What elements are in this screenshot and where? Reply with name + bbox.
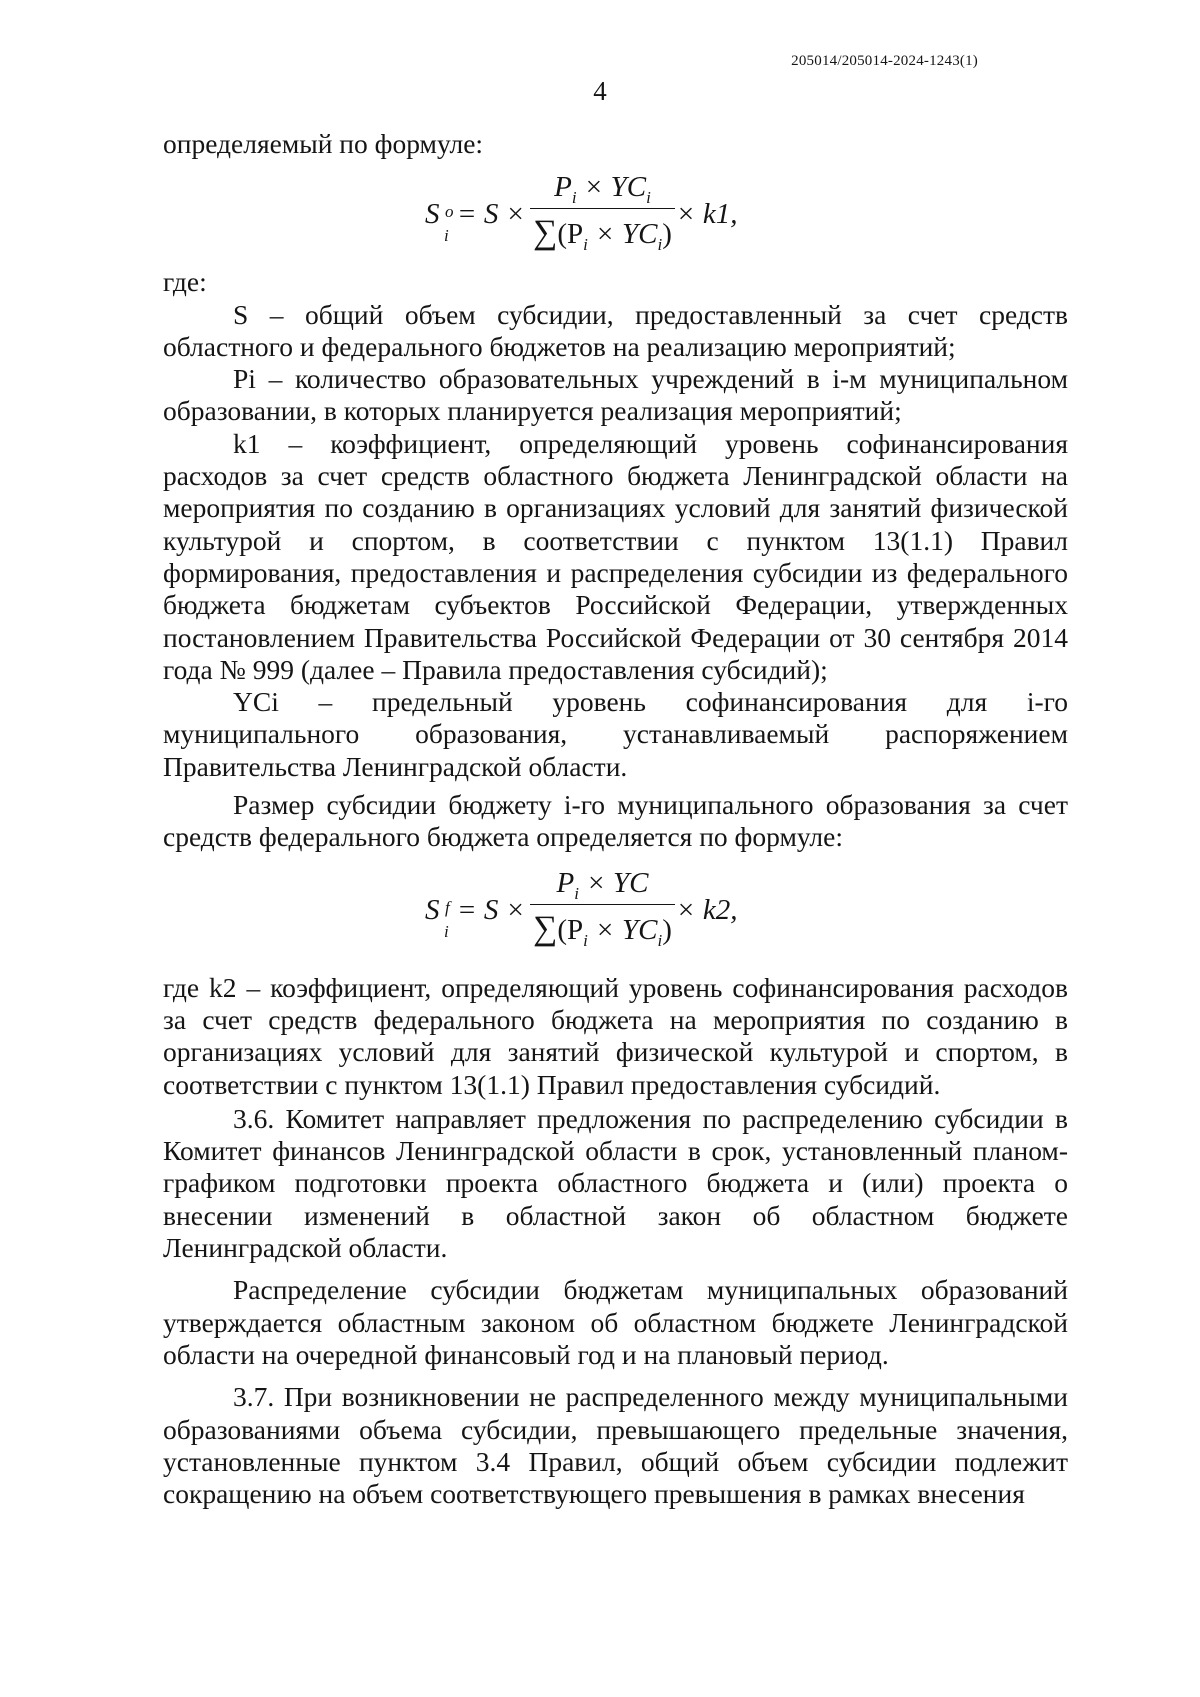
formula-lhs: S xyxy=(425,198,440,231)
formula-eq: = S × xyxy=(457,893,526,926)
formula-lhs-sup: f xyxy=(445,897,450,917)
document-body xyxy=(163,128,1068,1510)
document-id: 205014/205014-2024-1243(1) xyxy=(791,53,978,69)
formula-eq: = S × xyxy=(457,198,526,231)
fraction-bar xyxy=(530,208,675,209)
paragraph: k1 – коэффициент, определяющий уровень софинансирования расходов за счет средств областного бюджета Ленинградской области на мероприятия по созданию в организациях условий для занятий физической культурой и спортом, в соответствии с пунктом 13(1.1) Правил формирования, предоставления и распределения субсидии из федерального бюджета бюджетам субъектов Российской Федерации, утвержденных постановлением Правительства Российской Федерации от 30 сентября 2014 года № 999 (далее – Правила предоставления субсидий); xyxy=(163,427,1068,685)
paragraph: определяемый по формуле: xyxy=(163,128,484,159)
page-number: 4 xyxy=(593,76,607,106)
formula-numerator: $P_i \times YC_i$ xyxy=(554,171,651,208)
formula-denominator: $\sum(P_i \times YC_i)$ xyxy=(533,214,672,255)
paragraph: YCi – предельный уровень софинансирования для i-го муниципального образования, устанавливаемый распоряжением Правительства Ленинградской области. xyxy=(163,686,1068,782)
paragraph: Размер субсидии бюджету i-го муниципального образования за счет средств федерального бюджета определяется по формуле: xyxy=(163,789,1068,853)
paragraph: S – общий объем субсидии, предоставленный за счет средств областного и федерального бюджетов на реализацию мероприятий; xyxy=(163,298,1068,362)
formula-fraction xyxy=(530,168,675,253)
formula-lhs-sup: o xyxy=(445,202,454,222)
formula-tail: × k1, xyxy=(676,198,738,231)
formula-lhs-sub: i xyxy=(444,921,449,941)
formula-lhs: S xyxy=(425,893,440,926)
formula-denominator: $\sum(P_i \times YC_i)$ xyxy=(533,909,672,950)
formula-lhs-sub: i xyxy=(444,226,449,246)
formula-tail: × k2, xyxy=(676,893,738,926)
formula-federal xyxy=(163,864,1068,972)
paragraph: 3.7. При возникновении не распределенного между муниципальными образованиями объема субсидии, превышающего предельные значения, установленные пунктом 3.4 Правил, общий объем субсидии подлежит сокращению на объем соответствующего превышения в рамках внесения xyxy=(163,1381,1068,1510)
fraction-bar xyxy=(530,904,675,905)
paragraph: где k2 – коэффициент, определяющий уровень софинансирования расходов за счет средств федерального бюджета на мероприятия по созданию в организациях условий для занятий физической культурой и спортом, в соответствии с пунктом 13(1.1) Правил предоставления субсидий. xyxy=(163,971,1068,1100)
paragraph: где: xyxy=(163,266,207,298)
paragraph: Pi – количество образовательных учреждений в i-м муниципальном образовании, в которых планируется реализация мероприятий; xyxy=(163,363,1068,427)
formula-fraction xyxy=(530,864,675,949)
paragraph: 3.6. Комитет направляет предложения по распределению субсидии в Комитет финансов Ленинградской области в срок, установленный планом-графиком подготовки проекта областного бюджета и (или) проекта о внесении изменений в областной закон об областном бюджете Ленинградской области. xyxy=(163,1102,1068,1264)
formula-numerator: $P_i$ × YC xyxy=(556,866,649,903)
paragraph: Распределение субсидии бюджетам муниципальных образований утверждается областным законом об областном бюджете Ленинградской области на очередной финансовый год и на плановый период. xyxy=(163,1274,1068,1370)
formula-regional xyxy=(163,168,1068,264)
